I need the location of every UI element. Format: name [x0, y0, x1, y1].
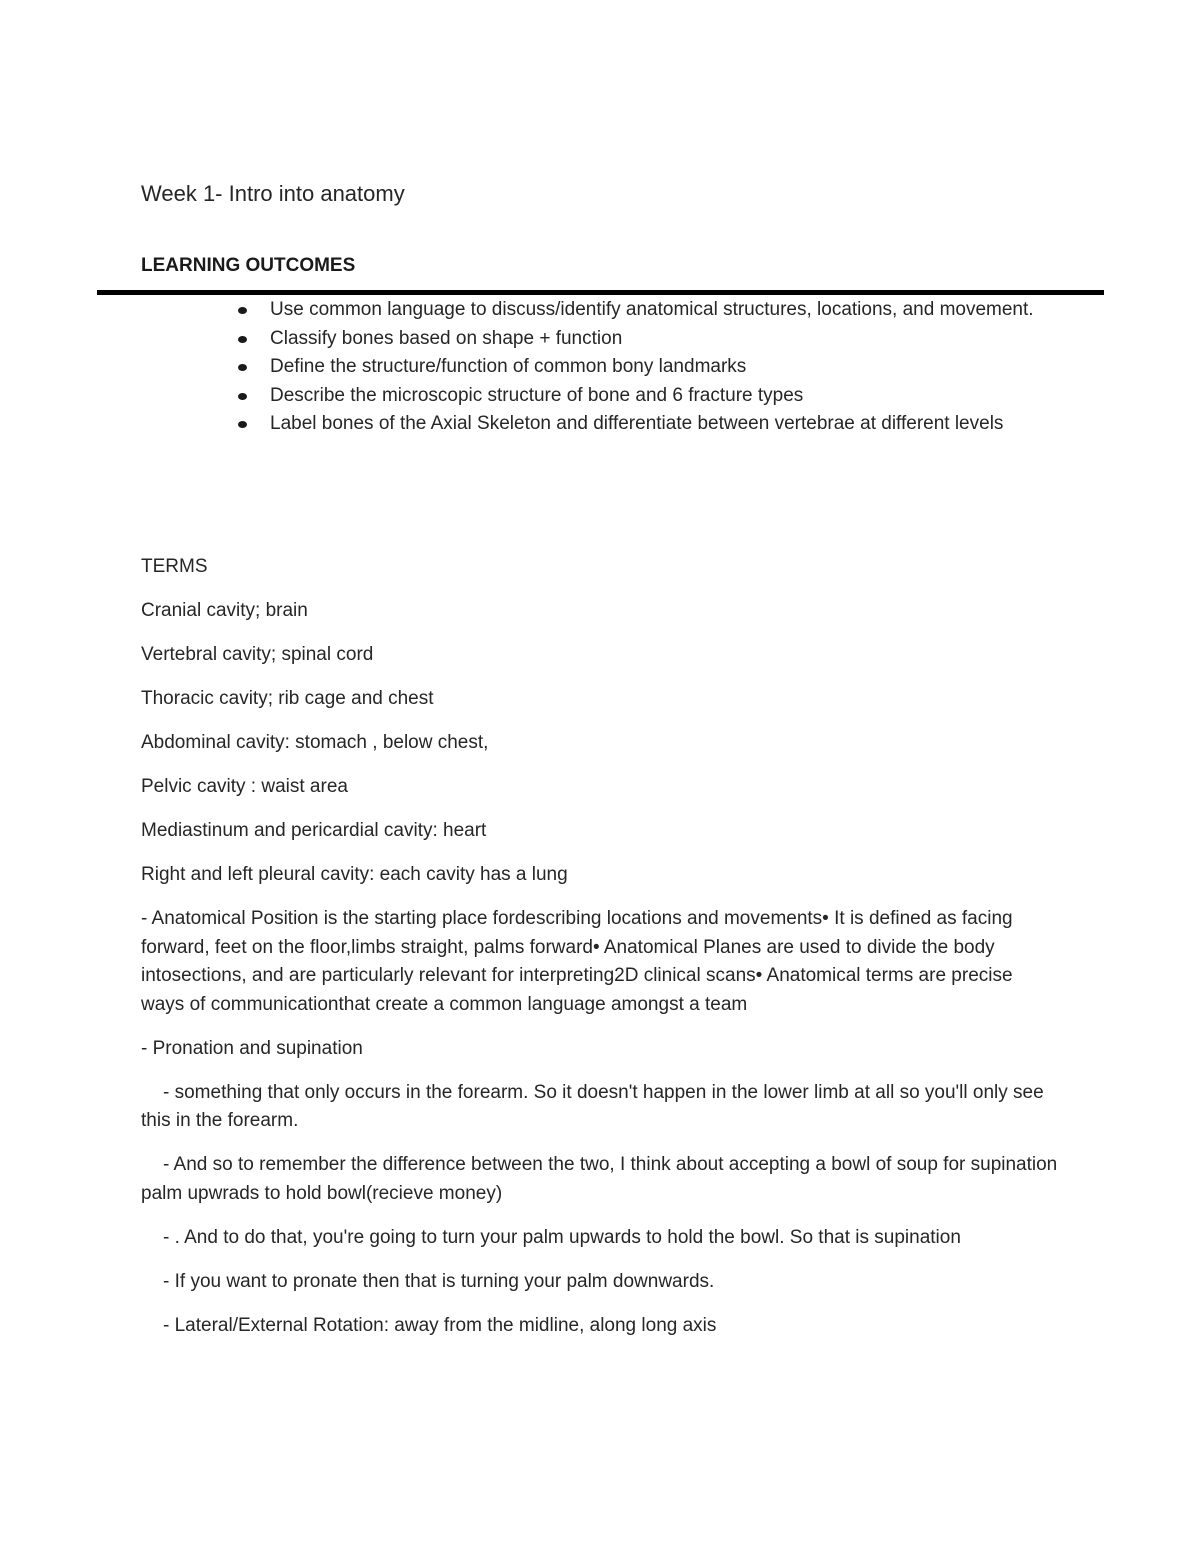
- note-paragraph: - If you want to pronate then that is turning your palm downwards.: [163, 1270, 715, 1292]
- learning-outcomes-heading: LEARNING OUTCOMES: [141, 255, 356, 276]
- learning-outcomes-list: [0, 296, 1200, 439]
- term-line: Mediastinum and pericardial cavity: heart: [141, 820, 487, 841]
- bullet-icon: [238, 336, 247, 343]
- document-body: [141, 553, 1061, 1356]
- note-paragraph: - something that only occurs in the forearm. So it doesn't happen in the lower limb at all so you'll only see this in the forearm.: [141, 1081, 1044, 1131]
- term-line: Thoracic cavity; rib cage and chest: [141, 688, 434, 709]
- learning-outcome-text: Use common language to discuss/identify anatomical structures, locations, and movement.: [270, 299, 1034, 320]
- note-paragraph: - Lateral/External Rotation: away from the midline, along long axis: [163, 1314, 717, 1336]
- learning-outcome-item: [0, 296, 1060, 325]
- bullet-icon: [238, 307, 247, 314]
- term-line: Abdominal cavity: stomach , below chest,: [141, 732, 489, 753]
- terms-heading: TERMS: [141, 556, 208, 577]
- term-line: Vertebral cavity; spinal cord: [141, 644, 374, 665]
- term-line: Right and left pleural cavity: each cavity has a lung: [141, 864, 568, 885]
- learning-outcome-item: [0, 353, 1060, 382]
- bullet-icon: [238, 364, 247, 371]
- learning-outcome-item: [0, 382, 1060, 411]
- learning-outcome-item: [0, 410, 1060, 439]
- note-paragraph: - Pronation and supination: [141, 1037, 363, 1059]
- bullet-icon: [238, 393, 247, 400]
- bullet-icon: [238, 421, 247, 428]
- learning-outcome-item: [0, 325, 1060, 354]
- note-paragraph: - . And to do that, you're going to turn your palm upwards to hold the bowl. So that is supination: [163, 1226, 961, 1248]
- note-paragraph: - Anatomical Position is the starting place fordescribing locations and movements• It is defined as facing forward, feet on the floor,limbs straight, palms forward• Anatomical Planes are used to divide the body intosections, and are particularly relevant for interpreting2D clinical scans• Anatomical terms are precise ways of communicationthat create a common language amongst a team: [141, 908, 1013, 1015]
- learning-outcome-text: Define the structure/function of common bony landmarks: [270, 356, 747, 377]
- note-paragraph: - And so to remember the difference between the two, I think about accepting a bowl of soup for supination palm upwrads to hold bowl(recieve money): [141, 1154, 1058, 1204]
- heading-divider: [97, 290, 1104, 295]
- learning-outcome-text: Classify bones based on shape + function: [270, 327, 623, 349]
- learning-outcome-text: Describe the microscopic structure of bone and 6 fracture types: [270, 384, 804, 406]
- term-line: Cranial cavity; brain: [141, 600, 308, 621]
- term-line: Pelvic cavity : waist area: [141, 776, 348, 797]
- learning-outcome-text: Label bones of the Axial Skeleton and differentiate between vertebrae at different levels: [270, 413, 1004, 434]
- document-title: Week 1- Intro into anatomy: [141, 181, 405, 206]
